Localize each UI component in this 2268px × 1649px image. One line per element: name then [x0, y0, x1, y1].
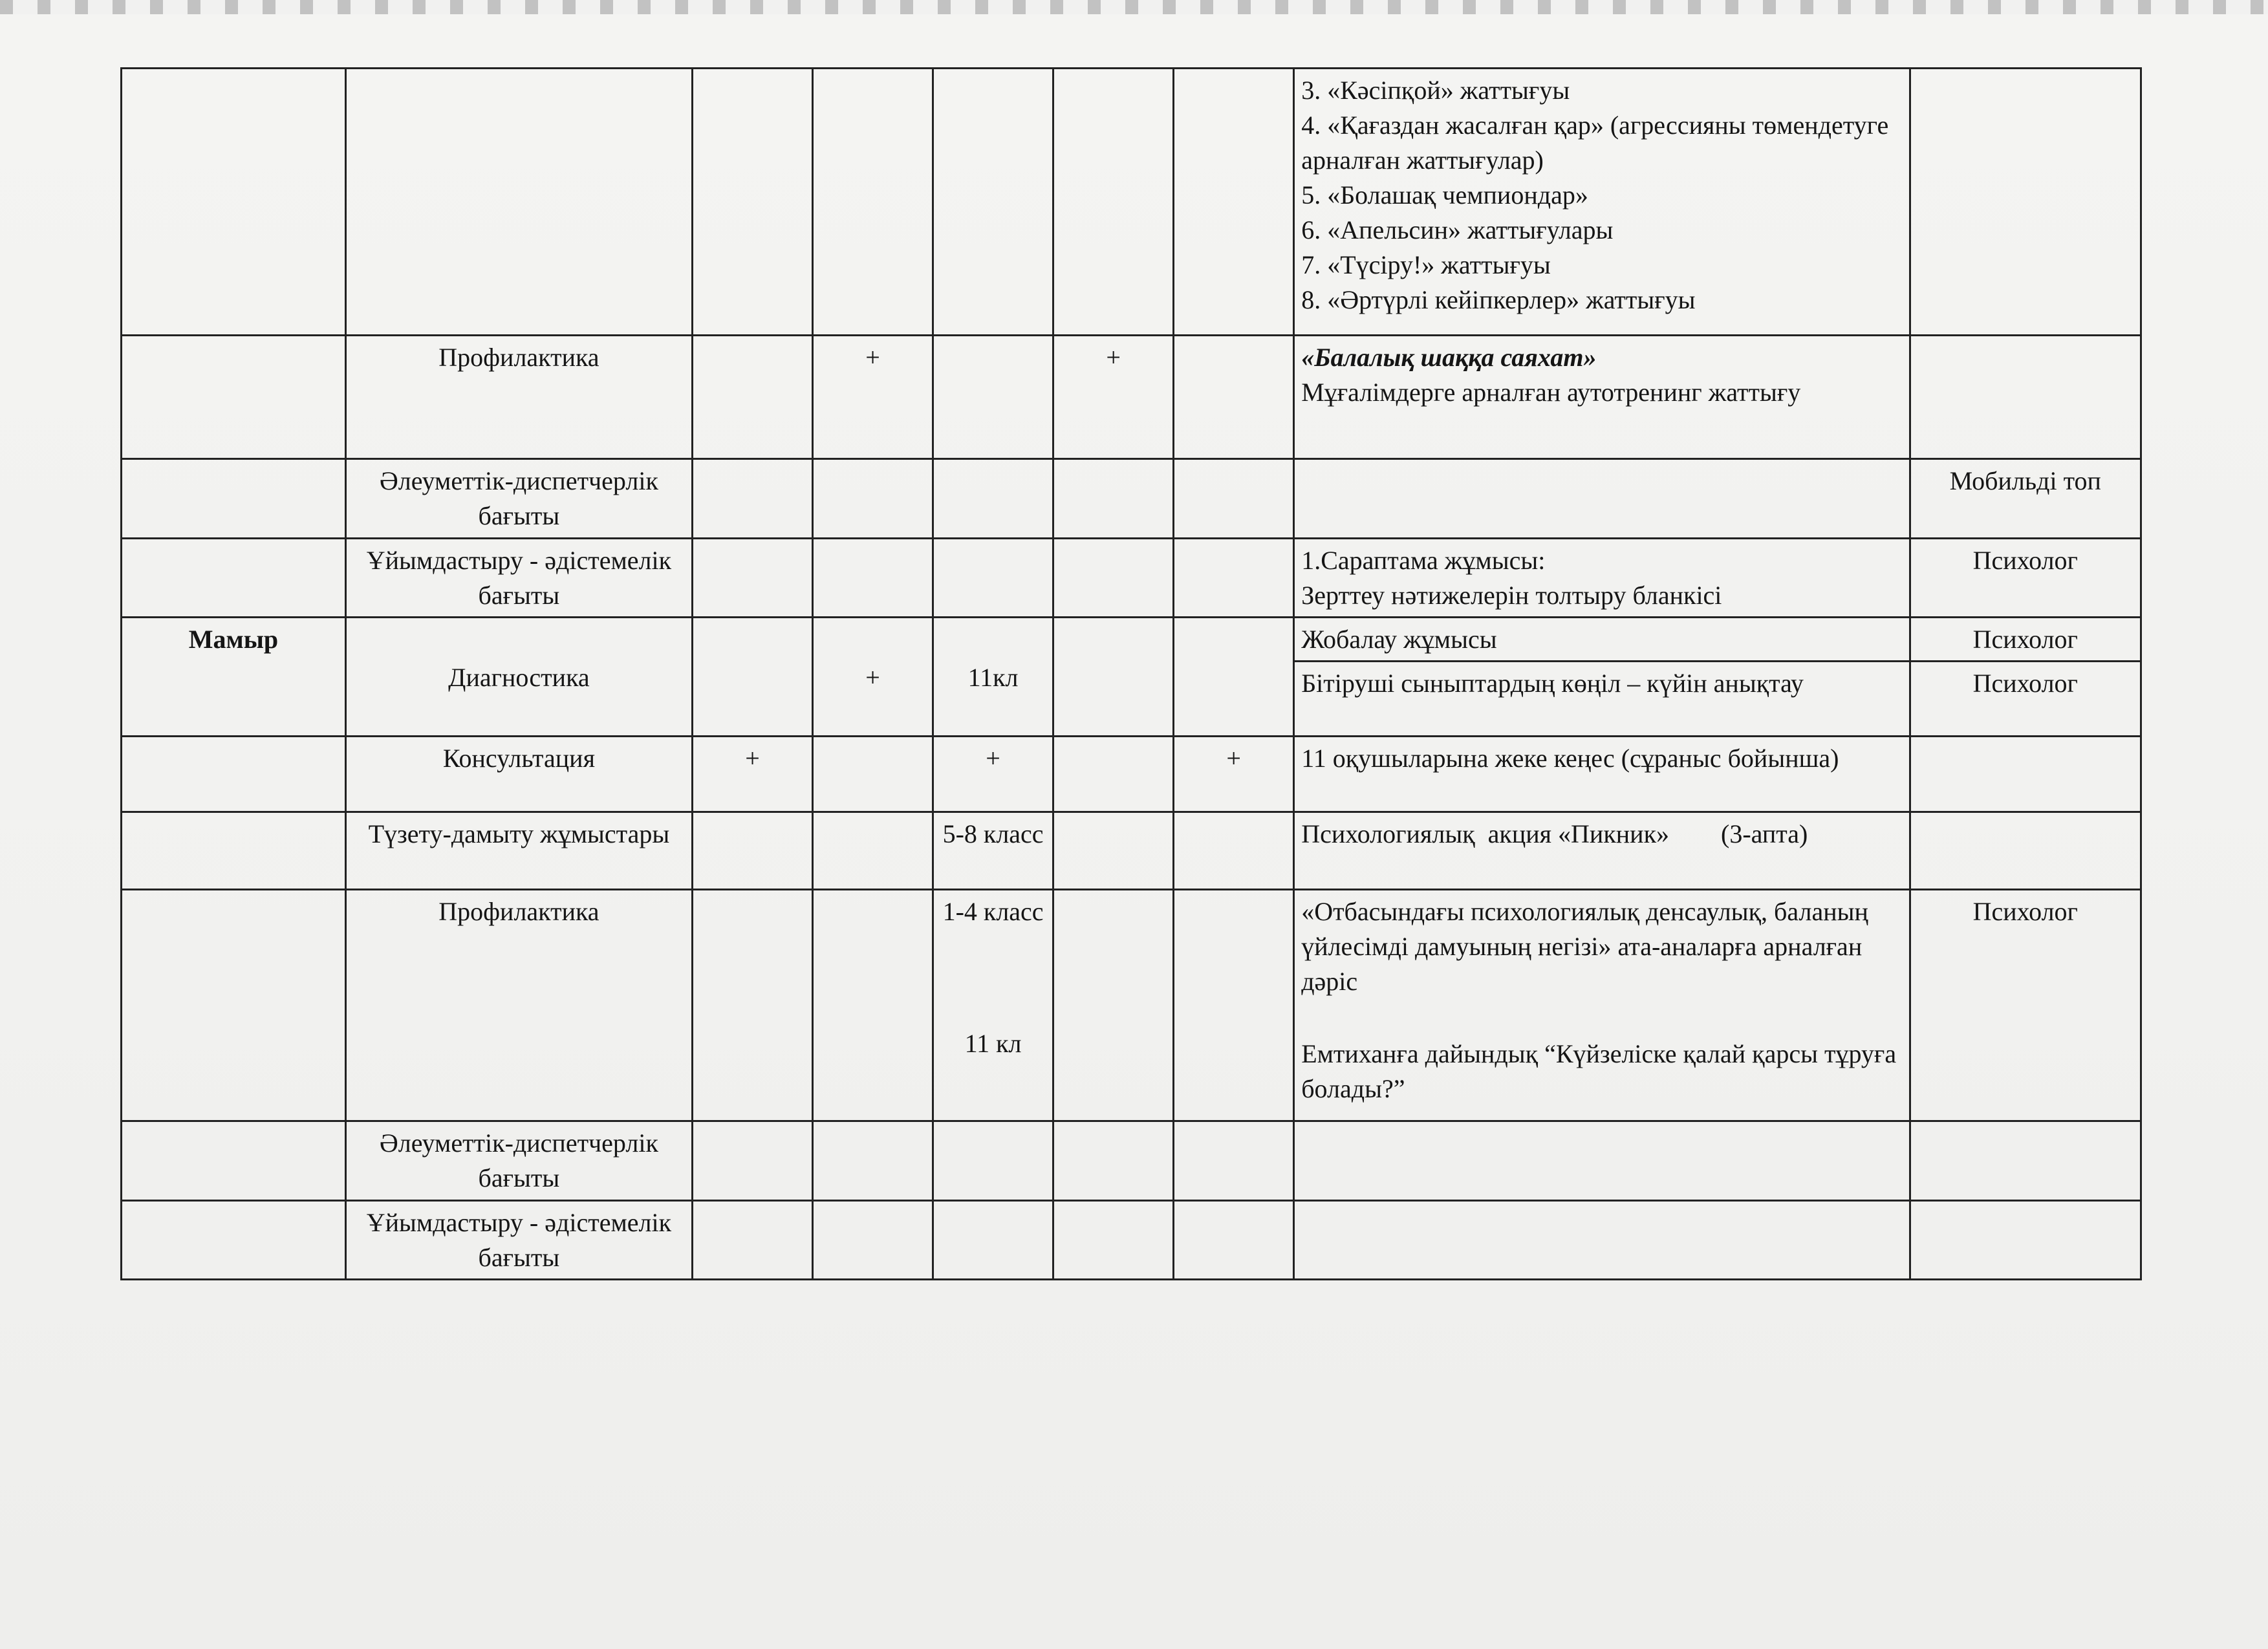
- mark-cell: [933, 459, 1053, 538]
- spacer: [1301, 999, 1902, 1037]
- responsible-cell: Психолог: [1910, 661, 2141, 736]
- month-cell: [122, 459, 346, 538]
- direction-cell: Әлеуметтік-диспетчерлік бағыты: [345, 1121, 692, 1200]
- table-row: [122, 618, 2141, 662]
- mark-cell: [933, 1121, 1053, 1200]
- mark-cell: [692, 1200, 812, 1279]
- content-cell: [1294, 1200, 1910, 1279]
- table-row: [122, 889, 2141, 1121]
- spacer: [940, 929, 1046, 1026]
- mark-cell: [1174, 618, 1294, 737]
- mark-cell: [692, 336, 812, 459]
- content-cell: Психологиялық акция «Пикник» (3-апта): [1294, 812, 1910, 889]
- content-cell: [1294, 889, 1910, 1121]
- mark-cell: [1053, 1121, 1174, 1200]
- exercise-item: 4. «Қағаздан жасалған қар» (агрессияны төмендетуге арналған жаттығулар): [1301, 111, 1889, 175]
- responsible-cell: [1910, 1121, 2141, 1200]
- content-text: Емтиханға дайындық “Күйзеліске қалай қарсы тұруға болады?”: [1301, 1039, 1897, 1103]
- month-cell: [122, 69, 346, 336]
- mark-cell: +: [933, 736, 1053, 812]
- content-cell: [1294, 69, 1910, 336]
- content-cell: [1294, 1121, 1910, 1200]
- exercise-item: 3. «Кәсіпқой» жаттығуы: [1301, 76, 1570, 105]
- direction-cell: Консультация: [345, 736, 692, 812]
- mark-cell: 5-8 класс: [933, 812, 1053, 889]
- content-cell: [1294, 336, 1910, 459]
- mark-cell: [1174, 889, 1294, 1121]
- responsible-cell: [1910, 736, 2141, 812]
- mark-cell: [1053, 69, 1174, 336]
- content-cell: 11 оқушыларына жеке кеңес (сұраныс бойынша): [1294, 736, 1910, 812]
- content-cell: [1294, 538, 1910, 617]
- month-cell: [122, 812, 346, 889]
- table-row: [122, 812, 2141, 889]
- month-cell: [122, 736, 346, 812]
- mark-cell: [692, 1121, 812, 1200]
- content-cell: Жобалау жұмысы: [1294, 618, 1910, 662]
- table-row: [122, 69, 2141, 336]
- mark-cell: [1174, 459, 1294, 538]
- binding-edge: [0, 0, 2268, 14]
- direction-cell: Профилактика: [345, 889, 692, 1121]
- table-row: [122, 1200, 2141, 1279]
- mark-cell: [813, 1200, 933, 1279]
- mark-cell: [1053, 812, 1174, 889]
- mark-cell: [692, 69, 812, 336]
- mark-cell: [813, 459, 933, 538]
- mark-cell: [1053, 736, 1174, 812]
- mark-cell: [692, 618, 812, 737]
- table-row: [122, 459, 2141, 538]
- mark-cell: [1174, 812, 1294, 889]
- month-cell: Мамыр: [122, 618, 346, 737]
- month-cell: [122, 1200, 346, 1279]
- month-cell: [122, 1121, 346, 1200]
- direction-cell: Ұйымдастыру - әдістемелік бағыты: [345, 538, 692, 617]
- mark-cell: [813, 736, 933, 812]
- mark-cell: [813, 812, 933, 889]
- mark-cell: [692, 889, 812, 1121]
- mark-cell: [813, 889, 933, 1121]
- table-row: [122, 736, 2141, 812]
- direction-cell: Ұйымдастыру - әдістемелік бағыты: [345, 1200, 692, 1279]
- mark-cell: [692, 812, 812, 889]
- direction-cell: Профилактика: [345, 336, 692, 459]
- table-row: [122, 538, 2141, 617]
- mark-cell: [1174, 1200, 1294, 1279]
- mark-cell: +: [1053, 336, 1174, 459]
- direction-cell: Түзету-дамыту жұмыстары: [345, 812, 692, 889]
- month-cell: [122, 889, 346, 1121]
- mark-cell: [692, 459, 812, 538]
- mark-cell: [1174, 538, 1294, 617]
- responsible-cell: Психолог: [1910, 889, 2141, 1121]
- exercise-item: 8. «Әртүрлі кейіпкерлер» жаттығуы: [1301, 285, 1696, 314]
- mark-cell: [1053, 538, 1174, 617]
- mark-cell: [1174, 69, 1294, 336]
- mark-cell: [1053, 889, 1174, 1121]
- mark-cell: [813, 69, 933, 336]
- mark-cell: +: [1174, 736, 1294, 812]
- mark-cell: [1174, 1121, 1294, 1200]
- mark-cell: [692, 538, 812, 617]
- content-text: Зерттеу нәтижелерін толтыру бланкісі: [1301, 580, 1722, 610]
- content-text: Мұғалімдерге арналған аутотренинг жаттығу: [1301, 378, 1801, 407]
- mark-cell: [1053, 618, 1174, 737]
- work-plan-table: [120, 67, 2142, 1280]
- mark-cell: [933, 538, 1053, 617]
- responsible-cell: Мобильді топ: [1910, 459, 2141, 538]
- mark-cell: [933, 889, 1053, 1121]
- responsible-cell: Психолог: [1910, 618, 2141, 662]
- mark-cell: [1174, 336, 1294, 459]
- exercise-item: 5. «Болашақ чемпиондар»: [1301, 180, 1588, 210]
- content-cell: Бітіруші сыныптардың көңіл – күйін анықтау: [1294, 661, 1910, 736]
- responsible-cell: [1910, 69, 2141, 336]
- responsible-cell: [1910, 336, 2141, 459]
- month-cell: [122, 336, 346, 459]
- responsible-cell: Психолог: [1910, 538, 2141, 617]
- month-cell: [122, 538, 346, 617]
- class-range: 1-4 класс: [942, 896, 1044, 926]
- content-text: «Отбасындағы психологиялық денсаулық, баланың үйлесімді дамуының негізі» ата-аналарға арналған дәріс: [1301, 896, 1868, 996]
- mark-cell: +: [813, 336, 933, 459]
- class-range: 11 кл: [964, 1028, 1022, 1058]
- direction-cell: Диагностика: [345, 618, 692, 737]
- mark-cell: [813, 1121, 933, 1200]
- mark-cell: [813, 538, 933, 617]
- table-row: [122, 336, 2141, 459]
- direction-cell: Әлеуметтік-диспетчерлік бағыты: [345, 459, 692, 538]
- content-cell: [1294, 459, 1910, 538]
- responsible-cell: [1910, 812, 2141, 889]
- mark-cell: [1053, 1200, 1174, 1279]
- content-text: 1.Сараптама жұмысы:: [1301, 545, 1546, 575]
- content-title: «Балалық шаққа саяхат»: [1301, 343, 1597, 372]
- mark-cell: [933, 69, 1053, 336]
- table-row: [122, 1121, 2141, 1200]
- mark-cell: +: [813, 618, 933, 737]
- mark-cell: +: [692, 736, 812, 812]
- exercise-item: 6. «Апельсин» жаттығулары: [1301, 215, 1614, 244]
- direction-cell: [345, 69, 692, 336]
- exercise-item: 7. «Түсіру!» жаттығуы: [1301, 250, 1551, 279]
- responsible-cell: [1910, 1200, 2141, 1279]
- mark-cell: [1053, 459, 1174, 538]
- mark-cell: 11кл: [933, 618, 1053, 737]
- mark-cell: [933, 1200, 1053, 1279]
- mark-cell: [933, 336, 1053, 459]
